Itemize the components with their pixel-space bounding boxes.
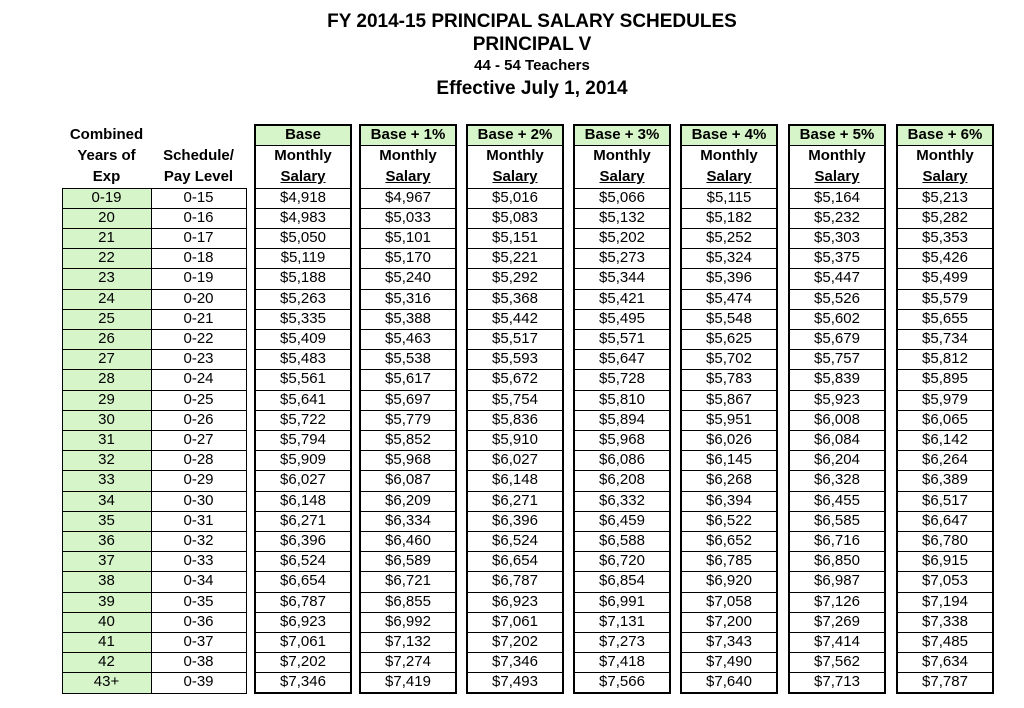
grid-line [680, 693, 778, 694]
document-subtitle: PRINCIPAL V [472, 34, 592, 55]
salary-cell: $7,640 [706, 673, 752, 691]
salary-cell: $5,101 [385, 228, 431, 246]
salary-cell: $5,728 [599, 370, 645, 388]
salary-cell: $5,368 [492, 289, 538, 307]
salary-cell: $6,654 [492, 552, 538, 570]
pay-level-cell: 0-37 [183, 632, 214, 650]
salary-cell: $7,132 [385, 632, 431, 650]
salary-cell: $6,008 [814, 410, 860, 428]
salary-cell: $5,794 [280, 430, 326, 448]
grid-line [62, 188, 247, 189]
years-cell: 26 [98, 329, 115, 347]
salary-cell: $5,571 [599, 329, 645, 347]
grid-line [62, 188, 63, 693]
pay-level-cell: 0-31 [183, 511, 214, 529]
salary-cell: $5,353 [922, 228, 968, 246]
grid-line [62, 309, 247, 310]
salary-cell: $5,263 [280, 289, 326, 307]
salary-label: Salary [599, 168, 645, 185]
years-cell: 29 [98, 390, 115, 408]
salary-cell: $6,787 [280, 592, 326, 610]
grid-line [62, 369, 247, 370]
salary-cell: $6,142 [922, 430, 968, 448]
years-cell: 43+ [93, 673, 120, 691]
grid-line [151, 188, 152, 693]
column-header-salary [788, 166, 886, 187]
salary-cell: $5,273 [599, 249, 645, 267]
salary-cell: $7,562 [814, 653, 860, 671]
salary-cell: $5,442 [492, 309, 538, 327]
column-header-salary [680, 166, 778, 187]
pay-level-cell: 0-18 [183, 249, 214, 267]
salary-cell: $7,634 [922, 653, 968, 671]
salary-cell: $7,202 [280, 653, 326, 671]
salary-cell: $5,602 [814, 309, 860, 327]
salary-cell: $5,240 [385, 269, 431, 287]
column-header-label: Base + 1% [361, 126, 455, 145]
grid-line [359, 693, 457, 694]
grid-line [62, 410, 247, 411]
pay-level-cell: 0-39 [183, 673, 214, 691]
salary-cell: $6,455 [814, 491, 860, 509]
salary-cell: $5,561 [280, 370, 326, 388]
pay-level-cell: 0-15 [183, 188, 214, 206]
salary-cell: $6,721 [385, 572, 431, 590]
grid-line [62, 632, 247, 633]
column-header-salary [254, 166, 352, 187]
grid-line [896, 693, 994, 694]
pay-level-cell: 0-28 [183, 451, 214, 469]
salary-cell: $7,343 [706, 632, 752, 650]
column-header-label: Base + 6% [898, 126, 992, 145]
salary-cell: $5,655 [922, 309, 968, 327]
column-header-monthly: Monthly [808, 147, 866, 164]
grid-line [62, 531, 247, 532]
salary-cell: $6,787 [492, 572, 538, 590]
salary-cell: $5,951 [706, 410, 752, 428]
years-header: Years of [77, 147, 136, 164]
salary-cell: $6,027 [492, 451, 538, 469]
salary-cell: $6,920 [706, 572, 752, 590]
years-cell: 40 [98, 612, 115, 630]
salary-cell: $5,188 [280, 269, 326, 287]
document-title: FY 2014-15 PRINCIPAL SALARY SCHEDULES [327, 11, 737, 32]
salary-label: Salary [385, 168, 431, 185]
salary-cell: $6,204 [814, 451, 860, 469]
salary-cell: $5,910 [492, 430, 538, 448]
grid-line [62, 551, 247, 552]
salary-cell: $5,252 [706, 228, 752, 246]
years-cell: 38 [98, 572, 115, 590]
salary-cell: $6,785 [706, 552, 752, 570]
years-cell: 23 [98, 269, 115, 287]
salary-cell: $6,992 [385, 612, 431, 630]
salary-cell: $5,641 [280, 390, 326, 408]
salary-cell: $7,346 [492, 653, 538, 671]
salary-cell: $5,867 [706, 390, 752, 408]
salary-cell: $5,810 [599, 390, 645, 408]
salary-cell: $6,991 [599, 592, 645, 610]
grid-line [62, 693, 247, 694]
salary-cell: $6,780 [922, 531, 968, 549]
years-cell: 20 [98, 208, 115, 226]
salary-cell: $5,593 [492, 350, 538, 368]
years-cell: 32 [98, 451, 115, 469]
salary-cell: $5,499 [922, 269, 968, 287]
years-cell: 42 [98, 653, 115, 671]
salary-cell: $6,459 [599, 511, 645, 529]
grid-line [62, 592, 247, 593]
salary-cell: $5,647 [599, 350, 645, 368]
salary-cell: $5,303 [814, 228, 860, 246]
salary-cell: $7,490 [706, 653, 752, 671]
column-header-salary [466, 166, 564, 187]
salary-cell: $7,485 [922, 632, 968, 650]
salary-cell: $5,213 [922, 188, 968, 206]
years-cell: 39 [98, 592, 115, 610]
salary-cell: $5,388 [385, 309, 431, 327]
grid-line [254, 693, 352, 694]
years-header: Exp [92, 168, 121, 185]
years-header: Combined [69, 126, 144, 143]
salary-cell: $7,053 [922, 572, 968, 590]
salary-cell: $6,394 [706, 491, 752, 509]
salary-cell: $7,131 [599, 612, 645, 630]
pay-level-cell: 0-33 [183, 552, 214, 570]
title-block [0, 10, 1024, 102]
salary-cell: $7,414 [814, 632, 860, 650]
grid-line [62, 289, 247, 290]
salary-cell: $7,787 [922, 673, 968, 691]
salary-cell: $5,783 [706, 370, 752, 388]
pay-level-cell: 0-23 [183, 350, 214, 368]
schedule-header: Pay Level [163, 168, 234, 185]
grid-line [62, 430, 247, 431]
column-header-monthly: Monthly [916, 147, 974, 164]
salary-cell: $7,346 [280, 673, 326, 691]
salary-label: Salary [706, 168, 752, 185]
salary-cell: $6,271 [492, 491, 538, 509]
salary-cell: $5,617 [385, 370, 431, 388]
salary-cell: $7,269 [814, 612, 860, 630]
salary-cell: $5,702 [706, 350, 752, 368]
salary-cell: $5,344 [599, 269, 645, 287]
salary-label: Salary [814, 168, 860, 185]
salary-cell: $6,652 [706, 531, 752, 549]
salary-cell: $7,493 [492, 673, 538, 691]
salary-label: Salary [492, 168, 538, 185]
salary-cell: $4,918 [280, 188, 326, 206]
salary-cell: $6,850 [814, 552, 860, 570]
salary-cell: $5,132 [599, 208, 645, 226]
pay-level-cell: 0-26 [183, 410, 214, 428]
salary-cell: $5,282 [922, 208, 968, 226]
salary-cell: $6,854 [599, 572, 645, 590]
salary-cell: $7,713 [814, 673, 860, 691]
salary-cell: $5,115 [706, 188, 752, 206]
salary-cell: $6,460 [385, 531, 431, 549]
salary-cell: $6,389 [922, 471, 968, 489]
salary-cell: $5,812 [922, 350, 968, 368]
salary-cell: $5,119 [280, 249, 326, 267]
salary-cell: $5,447 [814, 269, 860, 287]
salary-cell: $5,672 [492, 370, 538, 388]
column-header-salary [896, 166, 994, 187]
column-header-monthly: Monthly [379, 147, 437, 164]
salary-cell: $6,716 [814, 531, 860, 549]
pay-level-cell: 0-27 [183, 430, 214, 448]
pay-level-cell: 0-34 [183, 572, 214, 590]
pay-level-cell: 0-17 [183, 228, 214, 246]
column-header-monthly: Monthly [700, 147, 758, 164]
salary-cell: $6,987 [814, 572, 860, 590]
pay-level-cell: 0-20 [183, 289, 214, 307]
column-header-salary [359, 166, 457, 187]
salary-cell: $6,328 [814, 471, 860, 489]
salary-cell: $5,526 [814, 289, 860, 307]
grid-line [62, 390, 247, 391]
salary-cell: $7,202 [492, 632, 538, 650]
salary-cell: $4,967 [385, 188, 431, 206]
salary-cell: $5,852 [385, 430, 431, 448]
column-header-label: Base + 4% [682, 126, 776, 145]
salary-cell: $5,894 [599, 410, 645, 428]
years-cell: 31 [98, 430, 115, 448]
salary-cell: $6,396 [492, 511, 538, 529]
salary-cell: $5,757 [814, 350, 860, 368]
pay-level-cell: 0-38 [183, 653, 214, 671]
salary-cell: $7,061 [492, 612, 538, 630]
salary-cell: $7,194 [922, 592, 968, 610]
salary-cell: $7,058 [706, 592, 752, 610]
years-cell: 24 [98, 289, 115, 307]
salary-cell: $5,679 [814, 329, 860, 347]
salary-cell: $5,839 [814, 370, 860, 388]
salary-cell: $5,066 [599, 188, 645, 206]
salary-cell: $6,517 [922, 491, 968, 509]
salary-cell: $6,915 [922, 552, 968, 570]
salary-cell: $5,483 [280, 350, 326, 368]
years-cell: 21 [98, 228, 115, 246]
grid-line [62, 652, 247, 653]
salary-cell: $6,148 [492, 471, 538, 489]
salary-cell: $5,335 [280, 309, 326, 327]
salary-cell: $6,145 [706, 451, 752, 469]
grid-line [788, 693, 886, 694]
salary-cell: $6,923 [492, 592, 538, 610]
salary-cell: $7,419 [385, 673, 431, 691]
salary-cell: $6,923 [280, 612, 326, 630]
grid-line [62, 228, 247, 229]
salary-cell: $7,273 [599, 632, 645, 650]
grid-line [466, 693, 564, 694]
salary-cell: $6,647 [922, 511, 968, 529]
salary-cell: $5,968 [385, 451, 431, 469]
salary-cell: $5,923 [814, 390, 860, 408]
years-cell: 37 [98, 552, 115, 570]
salary-cell: $5,396 [706, 269, 752, 287]
grid-line [62, 349, 247, 350]
years-cell: 30 [98, 410, 115, 428]
years-cell: 28 [98, 370, 115, 388]
years-cell: 35 [98, 511, 115, 529]
salary-cell: $5,734 [922, 329, 968, 347]
grid-line [62, 571, 247, 572]
salary-cell: $5,697 [385, 390, 431, 408]
salary-cell: $7,338 [922, 612, 968, 630]
salary-cell: $5,722 [280, 410, 326, 428]
salary-label: Salary [280, 168, 326, 185]
salary-cell: $6,087 [385, 471, 431, 489]
salary-cell: $5,221 [492, 249, 538, 267]
salary-cell: $5,033 [385, 208, 431, 226]
salary-cell: $5,182 [706, 208, 752, 226]
salary-cell: $5,170 [385, 249, 431, 267]
pay-level-cell: 0-30 [183, 491, 214, 509]
salary-cell: $6,524 [280, 552, 326, 570]
salary-cell: $6,065 [922, 410, 968, 428]
salary-cell: $5,517 [492, 329, 538, 347]
pay-level-cell: 0-35 [183, 592, 214, 610]
grid-line [62, 612, 247, 613]
salary-cell: $6,585 [814, 511, 860, 529]
grid-line [62, 470, 247, 471]
salary-cell: $5,164 [814, 188, 860, 206]
grid-line [62, 672, 247, 673]
salary-cell: $6,271 [280, 511, 326, 529]
years-cell: 34 [98, 491, 115, 509]
grid-line [62, 491, 247, 492]
pay-level-cell: 0-29 [183, 471, 214, 489]
column-header-label: Base + 5% [790, 126, 884, 145]
salary-cell: $6,208 [599, 471, 645, 489]
grid-line [246, 188, 247, 693]
salary-cell: $5,409 [280, 329, 326, 347]
salary-cell: $5,316 [385, 289, 431, 307]
column-header-salary [573, 166, 671, 187]
salary-cell: $5,474 [706, 289, 752, 307]
years-cell: 0-19 [91, 188, 122, 206]
salary-label: Salary [922, 168, 968, 185]
column-header-label: Base + 2% [468, 126, 562, 145]
salary-cell: $6,855 [385, 592, 431, 610]
pay-level-cell: 0-16 [183, 208, 214, 226]
salary-cell: $7,126 [814, 592, 860, 610]
pay-level-cell: 0-21 [183, 309, 214, 327]
salary-cell: $5,625 [706, 329, 752, 347]
salary-cell: $6,654 [280, 572, 326, 590]
salary-cell: $5,779 [385, 410, 431, 428]
grid-line [62, 329, 247, 330]
salary-cell: $5,909 [280, 451, 326, 469]
salary-cell: $7,200 [706, 612, 752, 630]
salary-cell: $6,027 [280, 471, 326, 489]
salary-cell: $5,421 [599, 289, 645, 307]
salary-cell: $6,524 [492, 531, 538, 549]
teachers-range: 44 - 54 Teachers [474, 57, 590, 74]
salary-cell: $5,232 [814, 208, 860, 226]
salary-cell: $6,396 [280, 531, 326, 549]
salary-cell: $6,332 [599, 491, 645, 509]
column-header-label: Base + 3% [575, 126, 669, 145]
column-header-label: Base [256, 126, 350, 145]
salary-cell: $7,418 [599, 653, 645, 671]
salary-cell: $6,026 [706, 430, 752, 448]
salary-cell: $6,084 [814, 430, 860, 448]
salary-cell: $6,264 [922, 451, 968, 469]
column-header-monthly: Monthly [486, 147, 544, 164]
years-cell: 36 [98, 531, 115, 549]
salary-cell: $6,086 [599, 451, 645, 469]
grid-line [62, 511, 247, 512]
grid-line [62, 450, 247, 451]
grid-line [573, 693, 671, 694]
years-cell: 33 [98, 471, 115, 489]
salary-cell: $5,754 [492, 390, 538, 408]
column-header-monthly: Monthly [593, 147, 651, 164]
years-cell: 41 [98, 632, 115, 650]
salary-cell: $5,895 [922, 370, 968, 388]
column-header-monthly: Monthly [274, 147, 332, 164]
salary-cell: $5,292 [492, 269, 538, 287]
pay-level-cell: 0-36 [183, 612, 214, 630]
salary-cell: $6,268 [706, 471, 752, 489]
salary-cell: $5,151 [492, 228, 538, 246]
years-cell: 27 [98, 350, 115, 368]
salary-cell: $6,720 [599, 552, 645, 570]
grid-line [62, 248, 247, 249]
salary-cell: $5,324 [706, 249, 752, 267]
salary-cell: $5,375 [814, 249, 860, 267]
years-cell: 25 [98, 309, 115, 327]
salary-cell: $5,579 [922, 289, 968, 307]
salary-cell: $6,209 [385, 491, 431, 509]
grid-line [62, 268, 247, 269]
salary-cell: $5,968 [599, 430, 645, 448]
effective-date: Effective July 1, 2014 [436, 78, 628, 99]
pay-level-cell: 0-22 [183, 329, 214, 347]
salary-cell: $6,334 [385, 511, 431, 529]
salary-cell: $5,979 [922, 390, 968, 408]
salary-cell: $5,083 [492, 208, 538, 226]
salary-cell: $5,538 [385, 350, 431, 368]
pay-level-cell: 0-32 [183, 531, 214, 549]
salary-cell: $7,566 [599, 673, 645, 691]
salary-cell: $5,050 [280, 228, 326, 246]
salary-cell: $5,463 [385, 329, 431, 347]
salary-cell: $6,522 [706, 511, 752, 529]
years-cell: 22 [98, 249, 115, 267]
salary-cell: $5,016 [492, 188, 538, 206]
salary-cell: $6,588 [599, 531, 645, 549]
salary-cell: $5,426 [922, 249, 968, 267]
salary-cell: $7,061 [280, 632, 326, 650]
pay-level-cell: 0-25 [183, 390, 214, 408]
grid-line [62, 208, 247, 209]
pay-level-cell: 0-24 [183, 370, 214, 388]
salary-cell: $6,148 [280, 491, 326, 509]
schedule-header: Schedule/ [163, 147, 234, 164]
pay-level-cell: 0-19 [183, 269, 214, 287]
salary-cell: $4,983 [280, 208, 326, 226]
salary-cell: $5,836 [492, 410, 538, 428]
salary-cell: $6,589 [385, 552, 431, 570]
salary-cell: $5,202 [599, 228, 645, 246]
salary-cell: $5,495 [599, 309, 645, 327]
salary-cell: $5,548 [706, 309, 752, 327]
salary-cell: $7,274 [385, 653, 431, 671]
